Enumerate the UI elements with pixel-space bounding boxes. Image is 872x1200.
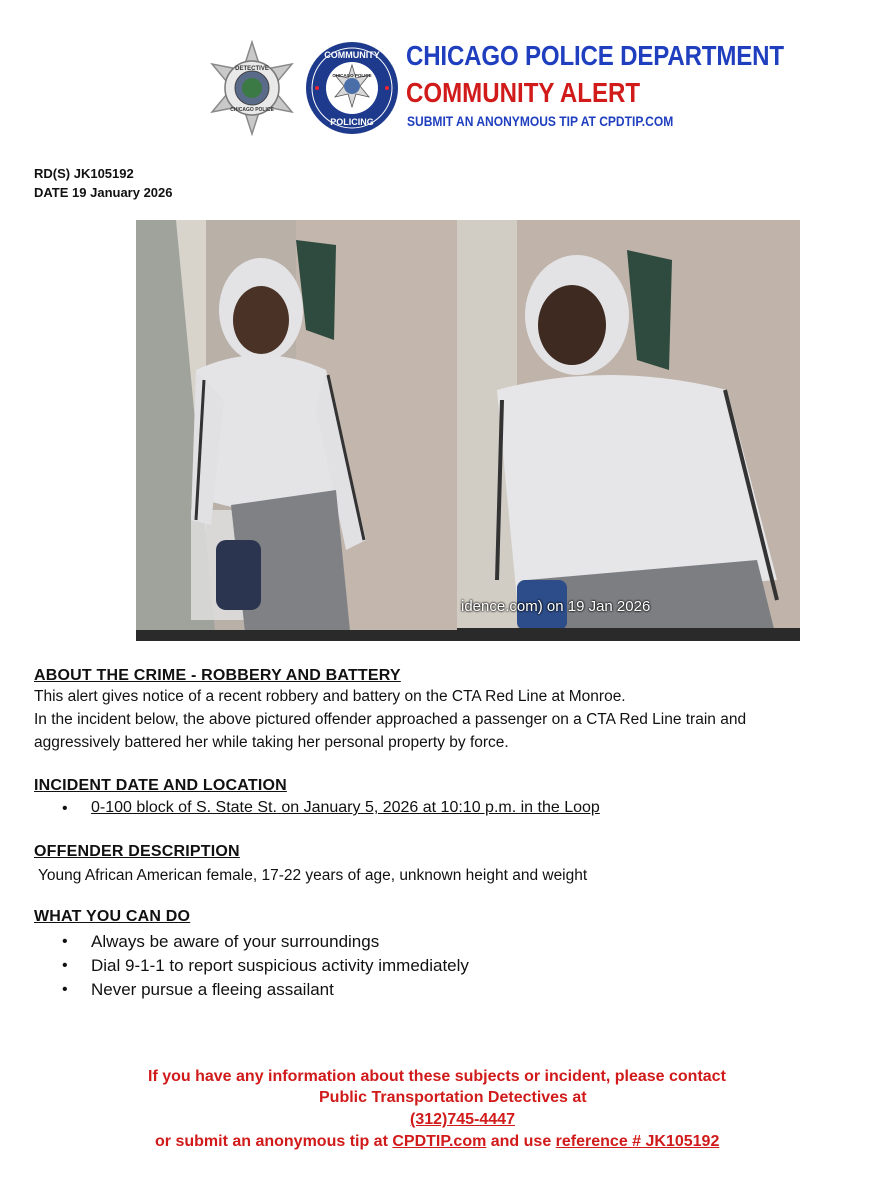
tip-line: SUBMIT AN ANONYMOUS TIP AT CPDTIP.COM <box>407 113 674 129</box>
alert-title: COMMUNITY ALERT <box>406 77 641 108</box>
action-item: Never pursue a fleeing assailant <box>91 980 334 999</box>
crime-line-3: aggressively battered her while taking her personal property by force. <box>34 734 509 751</box>
footer-line-4-prefix: or submit an anonymous tip at <box>155 1133 393 1150</box>
offender-heading: OFFENDER DESCRIPTION <box>34 843 240 860</box>
crime-line-1: This alert gives notice of a recent robbery and battery on the CTA Red Line at Monroe. <box>34 688 626 705</box>
department-title: CHICAGO POLICE DEPARTMENT <box>406 40 784 71</box>
suspect-photo-right <box>457 220 800 641</box>
crime-line-2: In the incident below, the above pictured offender approached a passenger on a CTA Red Line train and <box>34 711 747 728</box>
footer-line-4-mid: and use <box>486 1133 556 1150</box>
offender-description: Young African American female, 17-22 years of age, unknown height and weight <box>38 867 588 884</box>
reference-number: JK105192 <box>641 1133 720 1150</box>
footer-line-2: Public Transportation Detectives at <box>319 1089 587 1106</box>
reference-label: reference # <box>555 1133 642 1150</box>
incident-heading: INCIDENT DATE AND LOCATION <box>34 777 287 794</box>
badge-round-top-text: COMMUNITY <box>324 50 380 60</box>
badge-round-bottom-text: POLICING <box>330 117 374 127</box>
action-bullet-icon: • <box>62 933 68 950</box>
badge-star-top-text: DETECTIVE <box>235 66 269 72</box>
cpdtip-link[interactable]: CPDTIP.com <box>392 1133 487 1150</box>
incident-item: 0-100 block of S. State St. on January 5, 2026 at 10:10 p.m. in the Loop <box>91 799 600 816</box>
photo-timestamp: idence.com) on 19 Jan 2026 <box>461 598 651 615</box>
badge-star-bottom-text: CHICAGO POLICE <box>230 107 274 113</box>
report-date: DATE 19 January 2026 <box>34 185 173 200</box>
badge-round-center-text: CHICAGO POLICE <box>332 73 372 78</box>
action-bullet-icon: • <box>62 957 68 974</box>
community-policing-badge-icon <box>305 41 399 135</box>
action-item: Always be aware of your surroundings <box>91 932 380 951</box>
report-number: RD(S) JK105192 <box>34 166 134 181</box>
detective-star-badge-icon <box>204 40 300 136</box>
action-bullet-icon: • <box>62 981 68 998</box>
suspect-photo-left <box>136 220 457 641</box>
action-item: Dial 9-1-1 to report suspicious activity immediately <box>91 956 469 975</box>
footer-line-1: If you have any information about these subjects or incident, please contact <box>148 1068 726 1085</box>
phone-link[interactable]: (312)745-4447 <box>410 1111 515 1128</box>
crime-heading: ABOUT THE CRIME - ROBBERY AND BATTERY <box>34 667 401 684</box>
incident-bullet-icon: • <box>62 800 68 817</box>
actions-heading: WHAT YOU CAN DO <box>34 908 191 925</box>
footer-line-4 <box>155 1133 719 1151</box>
